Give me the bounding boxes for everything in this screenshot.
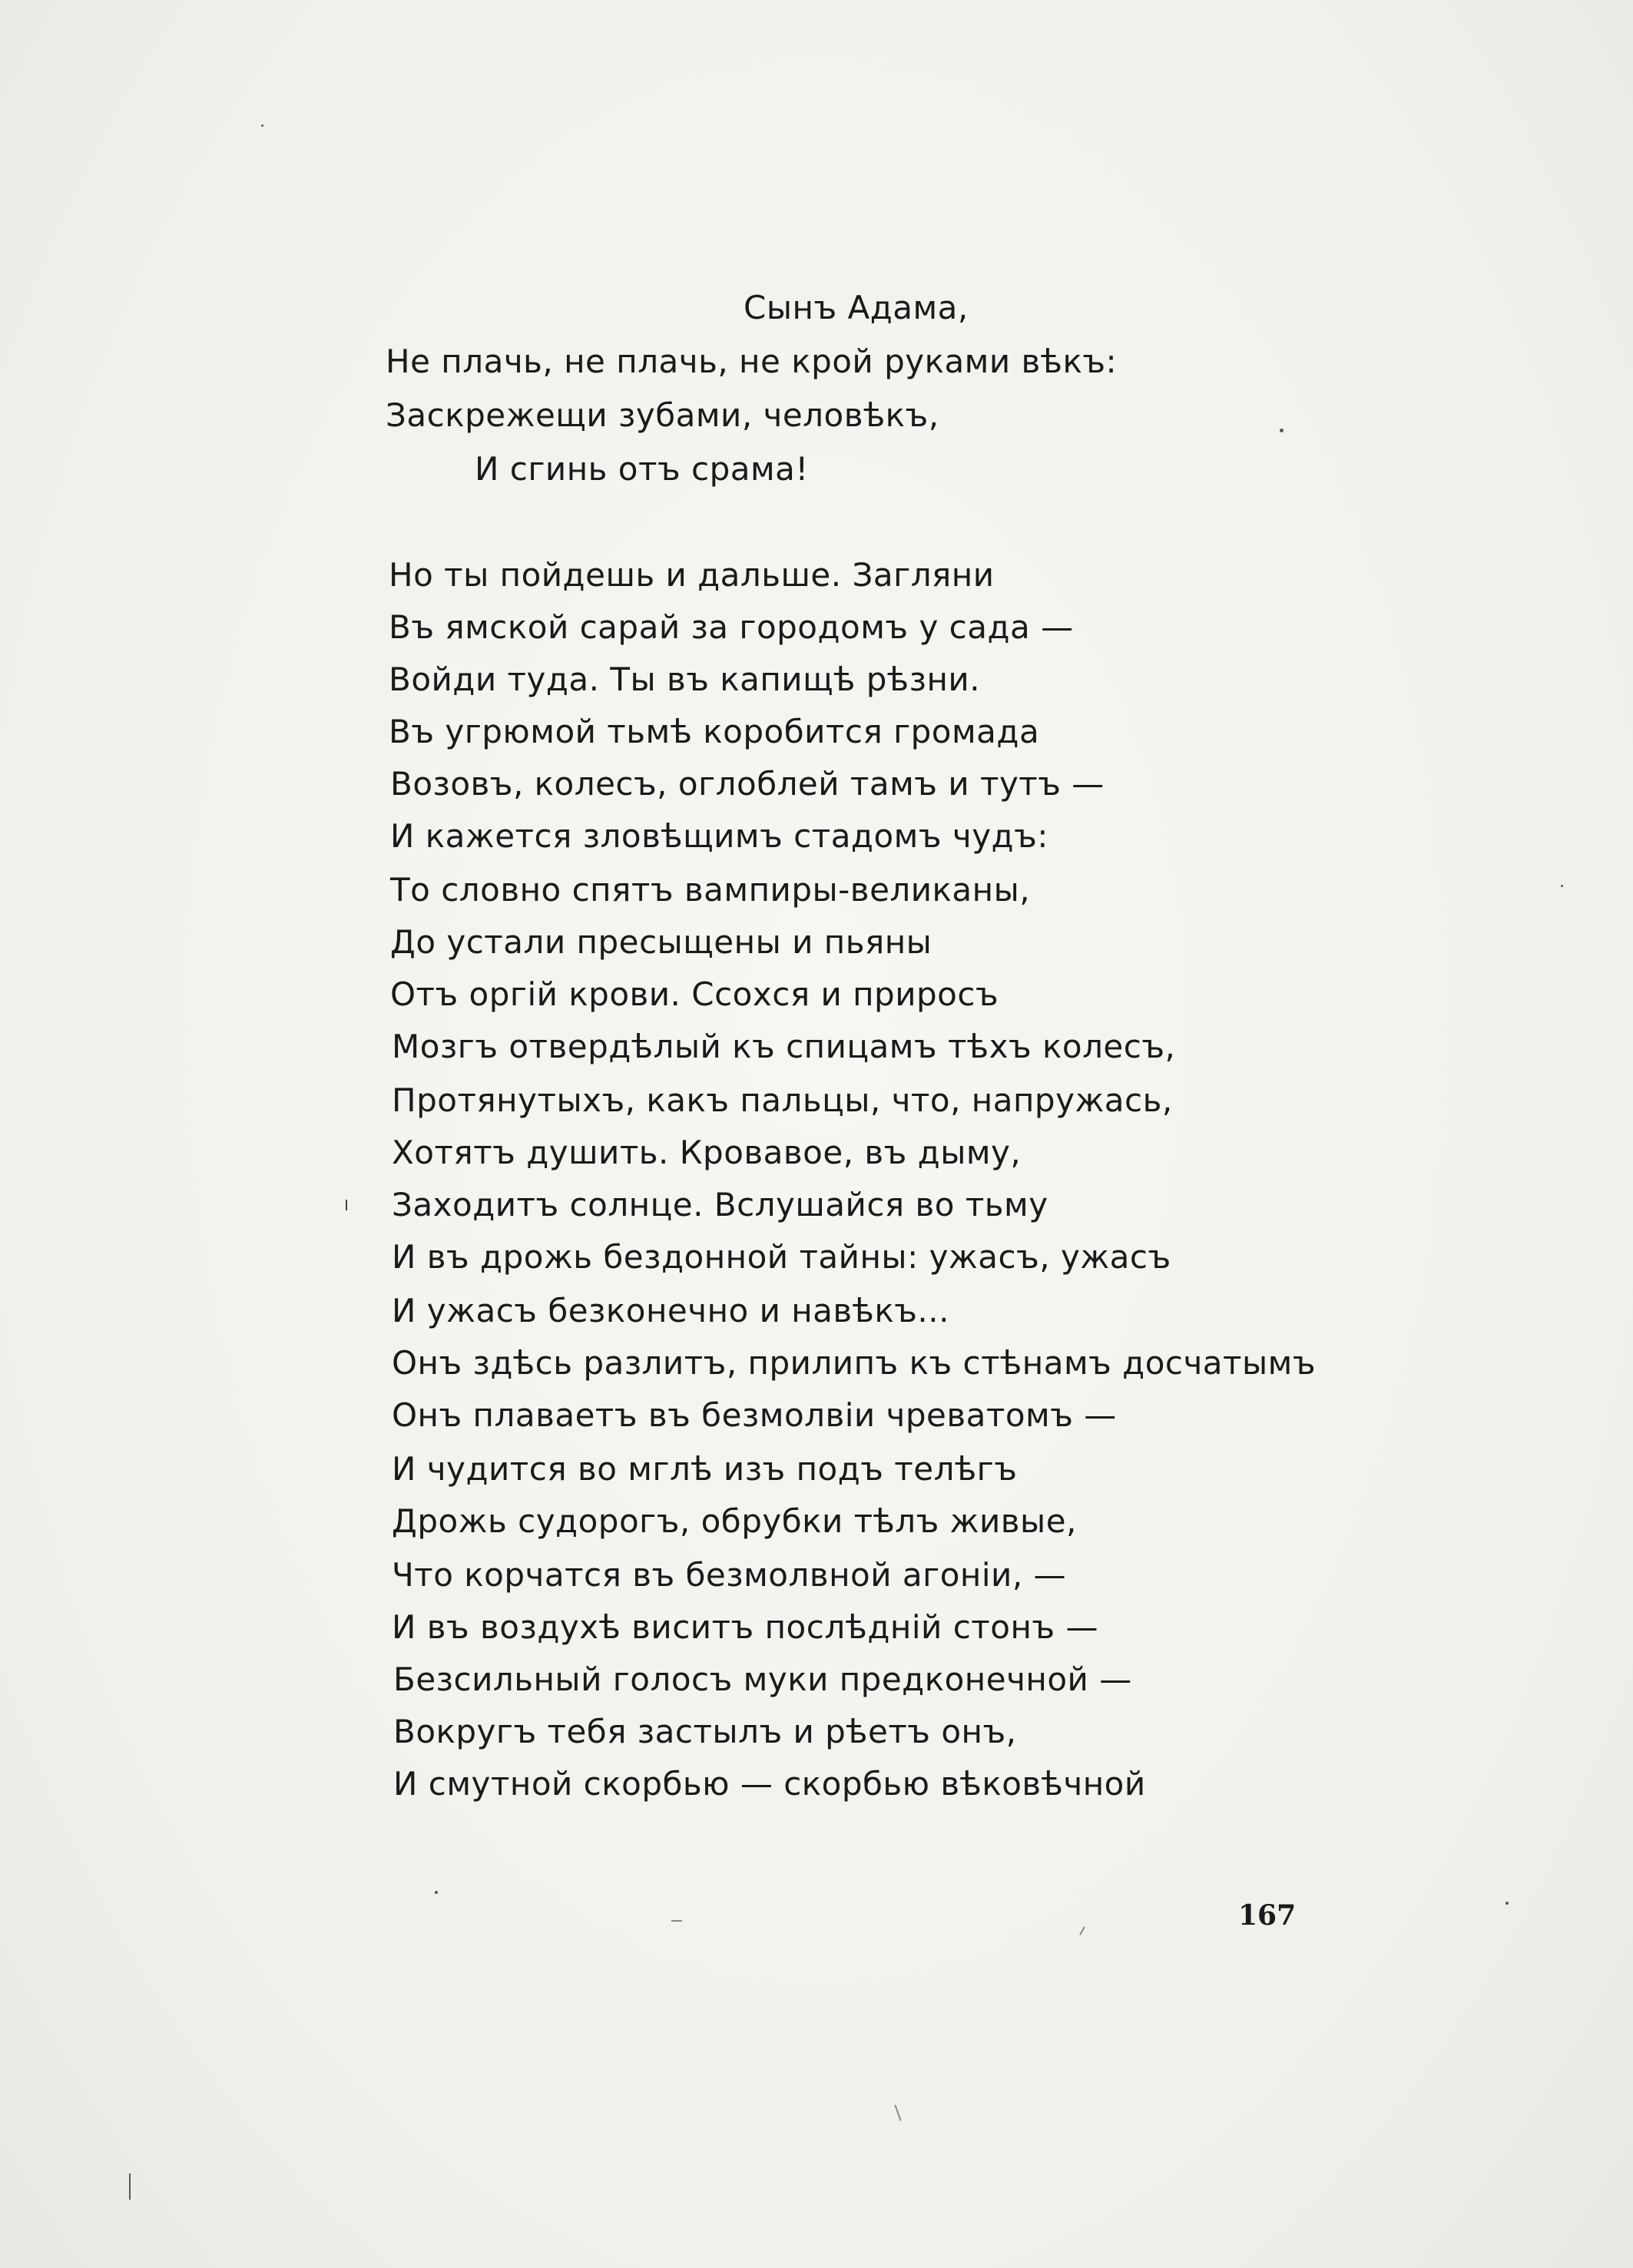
scan-mark: [346, 1200, 347, 1210]
poem-line: Въ ямской сарай за городомъ у сада —: [389, 608, 1074, 646]
poem-line: И въ дрожь бездонной тайны: ужасъ, ужасъ: [392, 1238, 1171, 1276]
poem-line: И въ воздухѣ виситъ послѣдній стонъ —: [392, 1608, 1098, 1646]
poem-line: То словно спятъ вампиры-великаны,: [390, 871, 1031, 909]
page-number: 167: [1238, 1899, 1297, 1932]
scan-speck: [1280, 429, 1284, 432]
poem-line: Не плачь, не плачь, не крой руками вѣкъ:: [386, 343, 1118, 380]
scan-speck: [1505, 1902, 1509, 1905]
poem-line: Въ угрюмой тьмѣ коробится громада: [389, 713, 1040, 750]
poem-line: Протянутыхъ, какъ пальцы, что, напружась,: [392, 1081, 1173, 1119]
poem-line: И чудится во мглѣ изъ подъ телѣгъ: [392, 1450, 1018, 1488]
poem-line: Заходитъ солнце. Вслушайся во тьму: [392, 1186, 1048, 1223]
poem-line: И сгинь отъ срама!: [475, 450, 809, 488]
poem-line: Хотятъ душить. Кровавое, въ дыму,: [392, 1134, 1022, 1171]
poem-line: Онъ плаваетъ въ безмолвіи чреватомъ —: [392, 1396, 1117, 1434]
poem-line: Мозгъ отвердѣлый къ спицамъ тѣхъ колесъ,: [392, 1028, 1176, 1065]
poem-line: Дрожь судорогъ, обрубки тѣлъ живые,: [392, 1502, 1077, 1540]
poem-line: Вокругъ тебя застылъ и рѣетъ онъ,: [393, 1713, 1017, 1750]
poem-line: Онъ здѣсь разлитъ, прилипъ къ стѣнамъ досчатымъ: [392, 1344, 1317, 1382]
poem-line: И ужасъ безконечно и навѣкъ...: [392, 1292, 949, 1329]
poem-line: Что корчатся въ безмолвной агоніи, —: [392, 1556, 1067, 1594]
poem-line: Заскрежещи зубами, человѣкъ,: [386, 396, 939, 434]
poem-line: Отъ оргій крови. Ссохся и приросъ: [390, 975, 999, 1013]
scan-mark: [129, 2174, 131, 2200]
poem-line: Возовъ, колесъ, оглоблей тамъ и тутъ —: [390, 765, 1105, 803]
poem-line: До устали пресыщены и пьяны: [390, 923, 932, 961]
poem-line: Безсильный голосъ муки предконечной —: [393, 1660, 1132, 1698]
scan-speck: [261, 124, 263, 127]
poem-line: И кажется зловѣщимъ стадомъ чудъ:: [390, 817, 1048, 855]
poem-line: Но ты пойдешь и дальше. Загляни: [389, 556, 995, 594]
scan-speck: [1561, 885, 1563, 887]
scan-speck: [435, 1891, 438, 1894]
poem-line: Войди туда. Ты въ капищѣ рѣзни.: [389, 661, 981, 698]
scan-mark: [1079, 1926, 1085, 1935]
poem-line: И смутной скорбью — скорбью вѣковѣчной: [393, 1765, 1146, 1803]
scan-mark: [671, 1920, 682, 1922]
scan-mark: [894, 2104, 901, 2121]
poem-line: Сынъ Адама,: [744, 289, 969, 326]
